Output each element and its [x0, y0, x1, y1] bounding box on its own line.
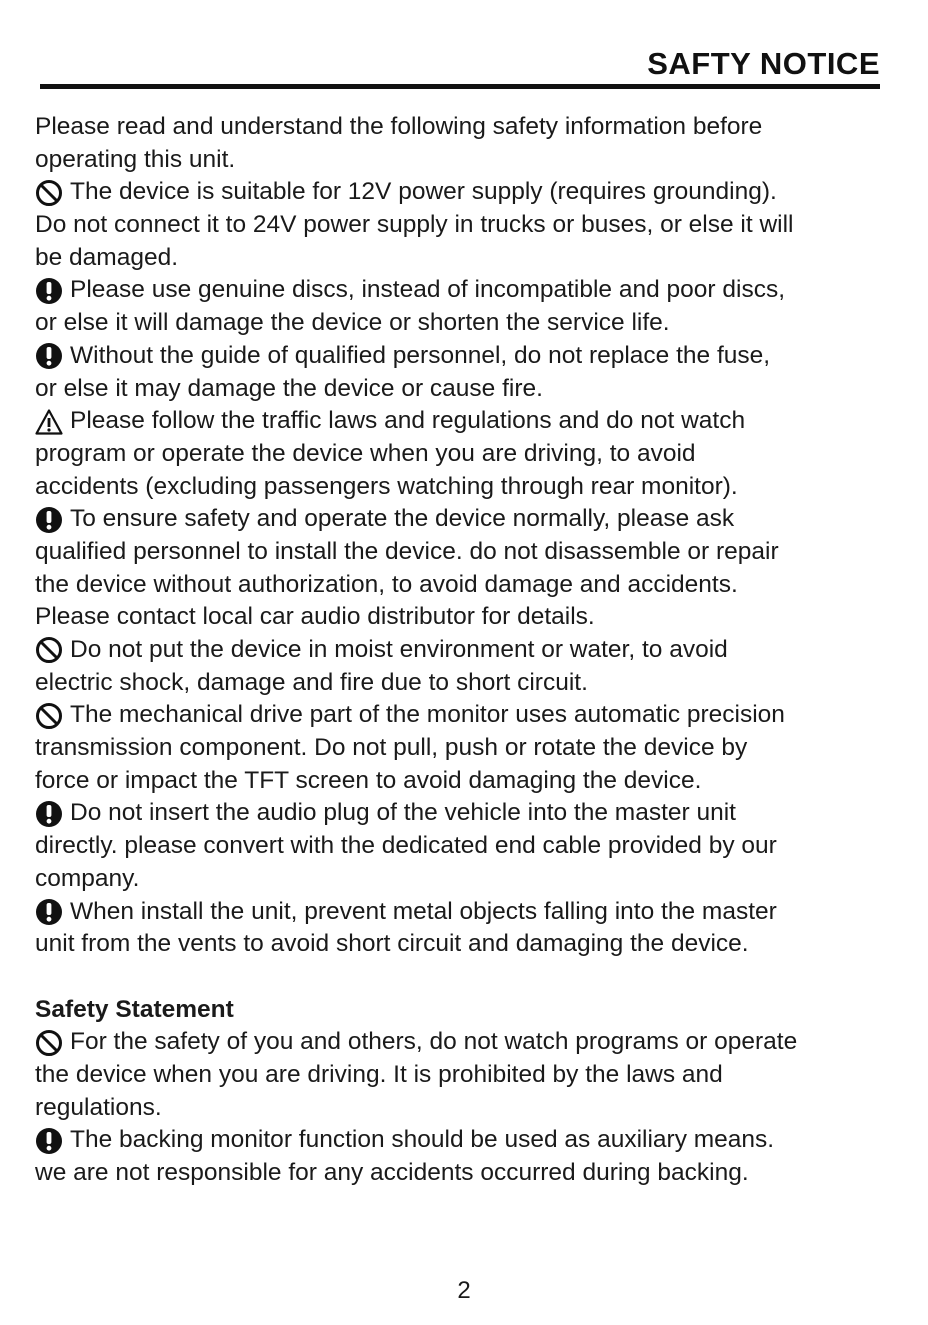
notice-text: transmission component. Do not pull, push or rotate the device by [35, 734, 748, 762]
exclamation-icon [35, 342, 63, 370]
notice-line [35, 1157, 893, 1190]
safety-statement-list [35, 1026, 893, 1189]
notice-line [35, 1124, 893, 1157]
notice-line [35, 634, 893, 667]
notice-line [35, 863, 893, 896]
notice-text: Please use genuine discs, instead of incompatible and poor discs, [70, 276, 786, 304]
notice-text: When install the unit, prevent metal objects falling into the master [70, 897, 777, 925]
notice-line [35, 405, 893, 438]
notice-line [35, 569, 893, 602]
notice-line [35, 503, 893, 536]
notice-text: Do not put the device in moist environment or water, to avoid [70, 636, 728, 663]
notice-item [35, 340, 893, 405]
notice-text: be damaged. [35, 243, 179, 271]
notice-line [35, 242, 893, 275]
notice-text: The device is suitable for 12V power supply (requires grounding). [70, 178, 777, 206]
notice-text: unit from the vents to avoid short circuit and damaging the device. [35, 930, 749, 958]
notice-line [35, 830, 893, 863]
notice-line [35, 471, 893, 504]
spacer [35, 961, 893, 994]
notice-item [35, 634, 893, 699]
notice-item [35, 274, 893, 339]
notice-item [35, 503, 893, 634]
notice-line [35, 340, 893, 373]
notice-text: the device when you are driving. It is prohibited by the laws and [35, 1060, 723, 1088]
prohibition-icon [35, 702, 63, 730]
notice-line [35, 896, 893, 929]
notice-line [35, 601, 893, 634]
page-title: SAFTY NOTICE [647, 46, 880, 81]
notice-item [35, 405, 893, 503]
notice-line [35, 1092, 893, 1125]
notice-text: accidents (excluding passengers watching through rear monitor). [35, 472, 738, 500]
notice-text: we are not responsible for any accidents occurred during backing. [35, 1159, 749, 1186]
notice-list [35, 176, 893, 961]
notice-text: Without the guide of qualified personnel, do not replace the fuse, [70, 341, 771, 369]
prohibition-icon [35, 179, 63, 207]
notice-line [35, 176, 893, 209]
notice-text: Please follow the traffic laws and regulations and do not watch [70, 407, 746, 435]
notice-item [35, 699, 893, 797]
notice-line [35, 307, 893, 340]
safety-statement-heading: Safety Statement [35, 995, 234, 1023]
exclamation-icon [35, 506, 63, 534]
notice-line [35, 699, 893, 732]
prohibition-icon [35, 1029, 63, 1057]
title-rule [40, 84, 880, 89]
notice-item [35, 797, 893, 895]
notice-text: The backing monitor function should be used as auxiliary means. [70, 1126, 775, 1154]
notice-line [35, 765, 893, 798]
notice-item [35, 896, 893, 961]
notice-text: program or operate the device when you are driving, to avoid [35, 439, 696, 467]
exclamation-icon [35, 277, 63, 305]
notice-content [35, 111, 893, 1190]
notice-item [35, 1026, 893, 1124]
notice-text: regulations. [35, 1093, 162, 1121]
notice-line [35, 438, 893, 471]
notice-line [35, 732, 893, 765]
notice-text: electric shock, damage and fire due to short circuit. [35, 668, 588, 696]
notice-line [35, 928, 893, 961]
notice-text: or else it may damage the device or cause fire. [35, 374, 543, 402]
notice-text: Please contact local car audio distributor for details. [35, 603, 595, 631]
notice-line [35, 209, 893, 242]
notice-text: or else it will damage the device or shorten the service life. [35, 309, 670, 337]
exclamation-icon [35, 800, 63, 828]
intro-line: operating this unit. [35, 145, 236, 173]
notice-line [35, 667, 893, 700]
notice-item [35, 176, 893, 274]
exclamation-icon [35, 898, 63, 926]
notice-text: The mechanical drive part of the monitor uses automatic precision [70, 701, 785, 729]
notice-line [35, 1059, 893, 1092]
notice-line [35, 797, 893, 830]
notice-text: To ensure safety and operate the device normally, please ask [70, 505, 735, 533]
prohibition-icon [35, 636, 63, 664]
notice-line [35, 274, 893, 307]
notice-line [35, 373, 893, 406]
notice-text: Do not insert the audio plug of the vehicle into the master unit [70, 799, 736, 827]
notice-item [35, 1124, 893, 1189]
notice-text: Do not connect it to 24V power supply in trucks or buses, or else it will [35, 211, 794, 239]
notice-line [35, 536, 893, 569]
notice-line [35, 1026, 893, 1059]
notice-text: company. [35, 864, 140, 892]
intro-line: Please read and understand the following safety information before [35, 113, 763, 140]
notice-text: directly. please convert with the dedicated end cable provided by our [35, 832, 777, 860]
notice-text: For the safety of you and others, do not watch programs or operate [70, 1028, 798, 1056]
exclamation-icon [35, 1127, 63, 1155]
page-number: 2 [457, 1277, 471, 1304]
warning-triangle-icon [35, 408, 63, 436]
notice-text: qualified personnel to install the device. do not disassemble or repair [35, 537, 779, 565]
notice-text: force or impact the TFT screen to avoid damaging the device. [35, 766, 702, 794]
notice-text: the device without authorization, to avoid damage and accidents. [35, 570, 738, 598]
